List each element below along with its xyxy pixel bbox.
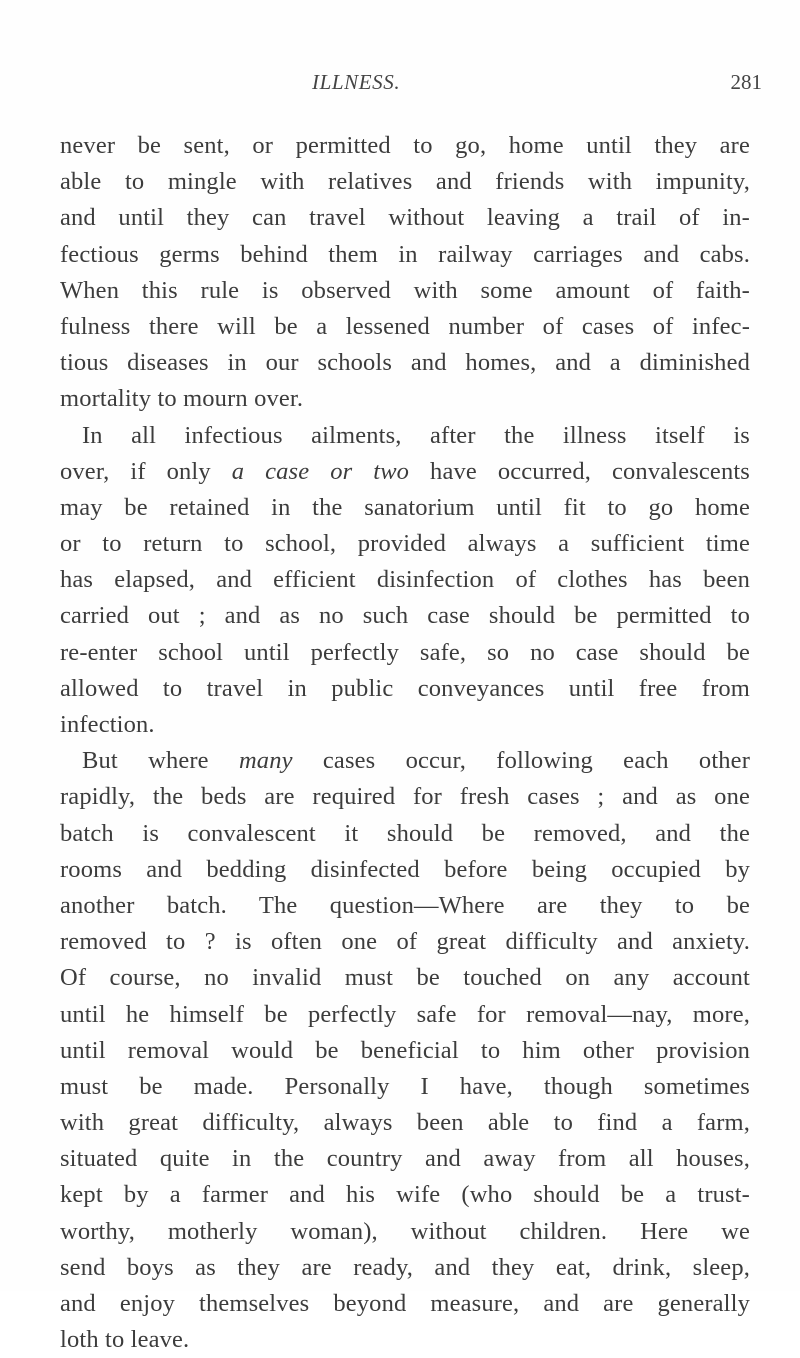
text-line: must be made. Personally I have, though sometimes [60, 1072, 750, 1100]
text-line: with great difficulty, always been able to find a farm, [60, 1109, 750, 1137]
text-line: rooms and bedding disinfected before being occupied by [60, 855, 750, 883]
text-line: has elapsed, and efficient disinfection of clothes has been [60, 566, 750, 594]
text-line: worthy, motherly woman), without children. Here we [60, 1217, 750, 1245]
text-line: tious diseases in our schools and homes, and a diminished [60, 349, 750, 377]
text-line: over, if only a case or two have occurred, convalescents [60, 457, 750, 485]
page-number: 281 [730, 70, 762, 94]
text-line: may be retained in the sanatorium until fit to go home [60, 493, 750, 521]
text-line: another batch. The question—Where are they to be [60, 891, 750, 919]
text-line: or to return to school, provided always a sufficient time [60, 530, 750, 558]
text-line: But where many cases occur, following each other [82, 747, 751, 775]
body-text [60, 128, 750, 1358]
text-line: situated quite in the country and away from all houses, [60, 1145, 750, 1173]
running-head: ILLNESS. [312, 70, 401, 94]
text-line: able to mingle with relatives and friends with impunity, [60, 168, 750, 196]
italic-phrase: a case or two [231, 457, 410, 485]
italic-phrase: many [238, 747, 293, 775]
text-line: and until they can travel without leaving a trail of in- [60, 204, 750, 232]
text-line: loth to leave. [60, 1326, 190, 1354]
text-line: never be sent, or permitted to go, home until they are [60, 132, 750, 159]
text-line: infection. [60, 711, 155, 738]
text-line: When this rule is observed with some amount of faith- [60, 276, 750, 304]
text-line: removed to ? is often one of great difficulty and anxiety. [60, 928, 750, 956]
text-line: fectious germs behind them in railway carriages and cabs. [60, 240, 750, 268]
text-line: batch is convalescent it should be removed, and the [60, 819, 750, 847]
text-line: carried out ; and as no such case should be permitted to [60, 602, 750, 630]
text-line: fulness there will be a lessened number of cases of infec- [60, 312, 750, 340]
text-line: In all infectious ailments, after the illness itself is [82, 421, 750, 449]
text-line: and enjoy themselves beyond measure, and are generally [60, 1290, 750, 1317]
text-line: mortality to mourn over. [60, 385, 304, 413]
text-line: Of course, no invalid must be touched on any account [60, 964, 750, 992]
text-line: rapidly, the beds are required for fresh cases ; and as one [60, 783, 750, 811]
text-line: re-enter school until perfectly safe, so no case should be [60, 638, 750, 666]
text-line: kept by a farmer and his wife (who should be a trust- [60, 1181, 750, 1209]
text-line: send boys as they are ready, and they eat, drink, sleep, [60, 1253, 750, 1281]
text-line: until he himself be perfectly safe for removal—nay, more, [60, 1000, 750, 1028]
text-line: allowed to travel in public conveyances until free from [60, 674, 750, 702]
text-line: until removal would be beneficial to him other provision [60, 1036, 750, 1064]
